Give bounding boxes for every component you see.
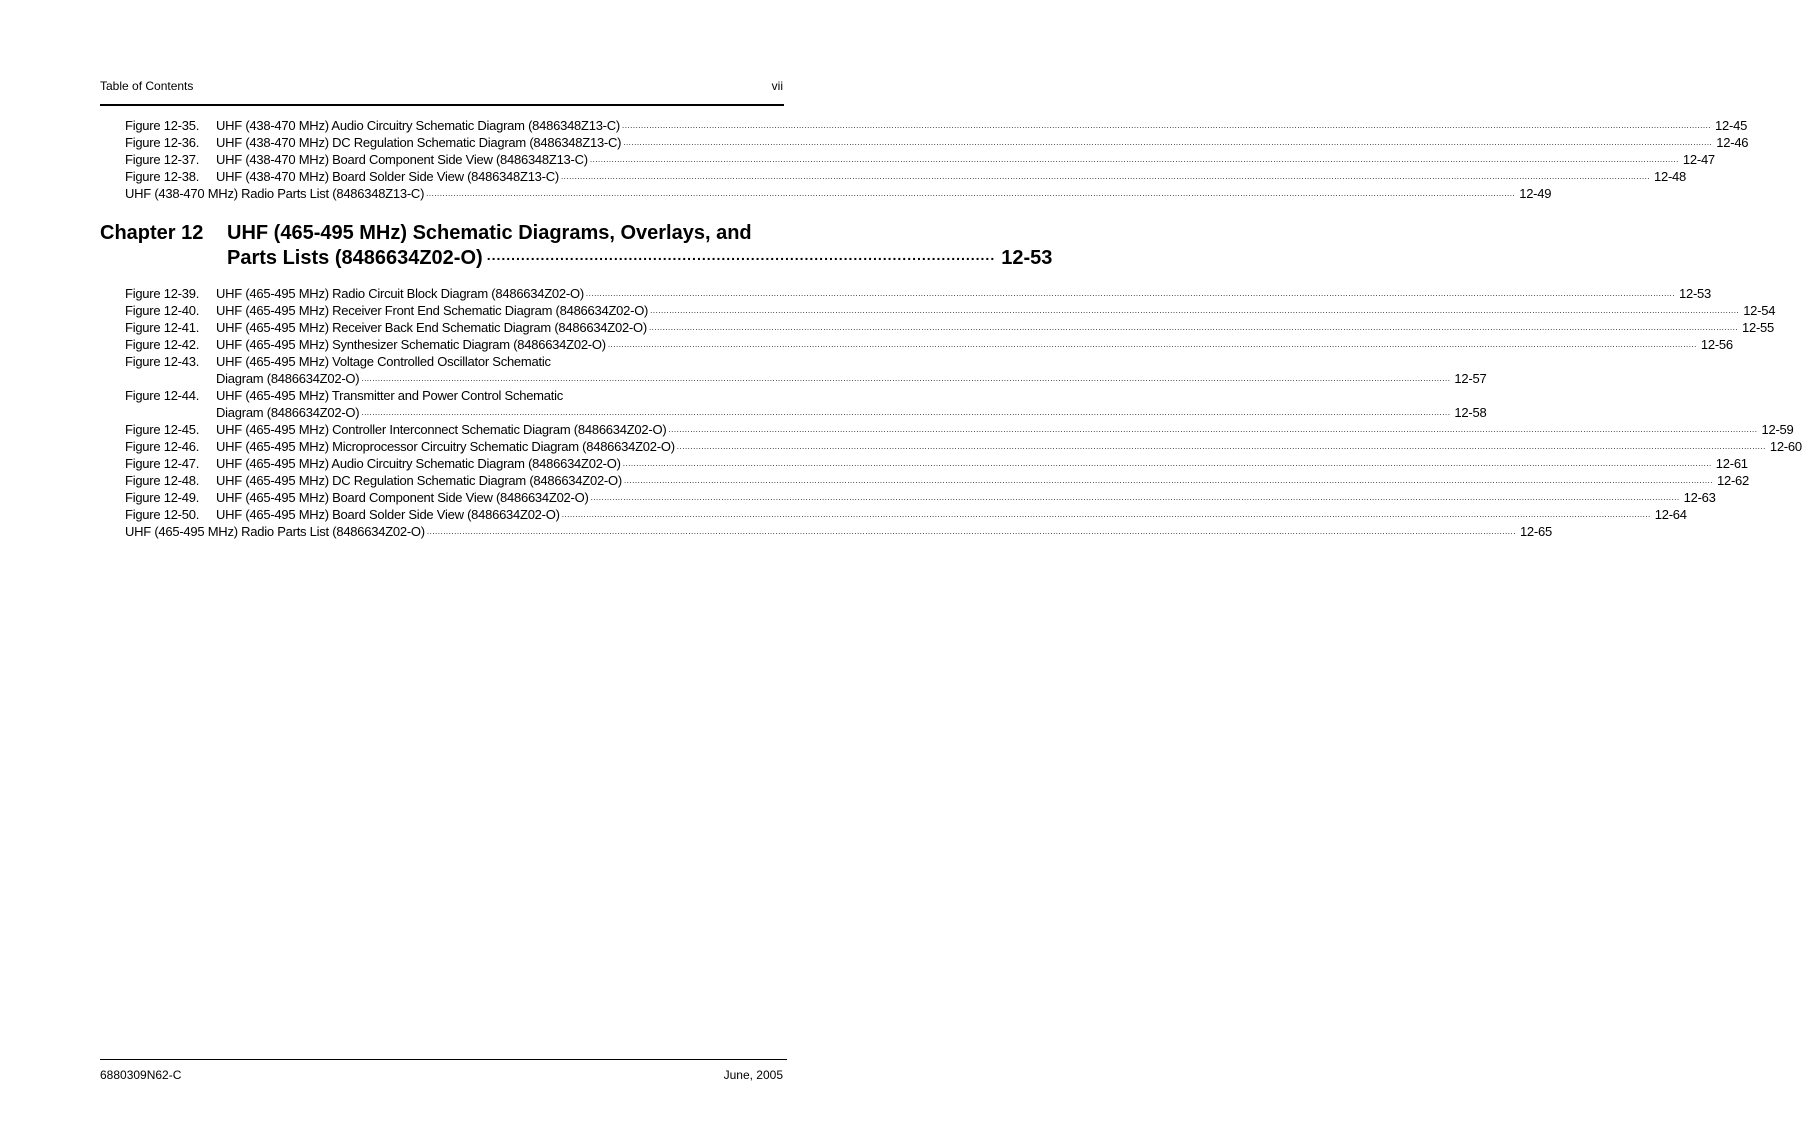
entry-title: UHF (465-495 MHz) Synthesizer Schematic Diagram (8486634Z02-O) <box>216 337 606 352</box>
entry-title: UHF (465-495 MHz) Audio Circuitry Schematic Diagram (8486634Z02-O) <box>216 456 621 471</box>
toc-entry[interactable] <box>125 421 1794 438</box>
leader-dots: ................................................................................................................................................................................................................................................................................................................................................................................................................ <box>623 138 1713 147</box>
figure-number: Figure 12-42. <box>125 337 200 352</box>
footer-rule <box>100 1059 787 1060</box>
figure-number: Figure 12-41. <box>125 320 200 335</box>
leader-dots: ................................................................................................................................................................................................................................................................................................................................................................................................................ <box>561 510 1651 519</box>
chapter-page-number: 12-53 <box>1001 247 1053 269</box>
entry-title: UHF (438-470 MHz) DC Regulation Schematic Diagram (8486348Z13-C) <box>216 135 622 150</box>
chapter-label: Chapter 12 <box>100 222 204 244</box>
page-footer <box>100 1068 783 1084</box>
toc-section-uhf-465-495 <box>125 285 1802 540</box>
toc-entry[interactable] <box>125 455 1748 472</box>
entry-page-number: 12-49 <box>1519 186 1552 201</box>
entry-title: UHF (465-495 MHz) DC Regulation Schematic Diagram (8486634Z02-O) <box>216 473 622 488</box>
entry-title: UHF (465-495 MHz) Microprocessor Circuitry Schematic Diagram (8486634Z02-O) <box>216 439 675 454</box>
toc-entry[interactable] <box>125 438 1802 455</box>
figure-number: Figure 12-35. <box>125 118 200 133</box>
toc-entry[interactable] <box>125 370 1487 387</box>
leader-dots: ................................................................................................................................................................................................................................................................................................................................................................................................................ <box>560 172 1651 181</box>
toc-entry[interactable] <box>125 472 1750 489</box>
toc-section-uhf-438-470 <box>125 117 1749 202</box>
entry-page-number: 12-63 <box>1683 490 1716 505</box>
entry-page-number: 12-59 <box>1761 422 1794 437</box>
entry-title: UHF (438-470 MHz) Board Component Side View (8486348Z13-C) <box>216 152 588 167</box>
entry-page-number: 12-64 <box>1654 507 1687 522</box>
leader-dots: ................................................................................................................................................................................................................................................................................................................................................................................................................ <box>607 340 1697 349</box>
figure-number: Figure 12-40. <box>125 303 200 318</box>
figure-number: Figure 12-39. <box>125 286 200 301</box>
header-rule <box>100 104 784 106</box>
leader-dots: ................................................................................................................................................................................................................................................................................................................................................................................................................ <box>621 121 1712 130</box>
entry-title: UHF (465-495 MHz) Receiver Back End Schematic Diagram (8486634Z02-O) <box>216 320 647 335</box>
figure-number: Figure 12-47. <box>125 456 200 471</box>
leader-dots: ................................................................................................................................................................................................................................................................................................................................................................................................................ <box>585 289 1675 298</box>
chapter-title-line2: Parts Lists (8486634Z02-O) <box>227 247 483 269</box>
entry-page-number: 12-60 <box>1769 439 1802 454</box>
leader-dots: ................................................................................................................................................................................................................................................................................................................................................................................................................ <box>426 189 1516 198</box>
entry-page-number: 12-45 <box>1715 118 1748 133</box>
figure-number: Figure 12-43. <box>125 354 200 369</box>
leader-dots: ................................................................................................................................................................................................................................................................................................................................................................................................................ <box>426 527 1516 536</box>
toc-entry[interactable] <box>125 353 782 370</box>
leader-dots: ................................................................................................................................................................................................................................................................................................................................................................................................................ <box>590 493 1680 502</box>
leader-dots: ................................................................................................................................................................................................................................................................................................................................................................................................................ <box>589 155 1679 164</box>
entry-title: UHF (465-495 MHz) Controller Interconnect Schematic Diagram (8486634Z02-O) <box>216 422 667 437</box>
leader-dots: ........................................................................................................ <box>486 247 996 263</box>
entry-page-number: 12-47 <box>1682 152 1715 167</box>
entry-title: Diagram (8486634Z02-O) <box>216 371 360 386</box>
chapter-title-line1: UHF (465-495 MHz) Schematic Diagrams, Overlays, and <box>227 222 752 244</box>
figure-number: Figure 12-45. <box>125 422 200 437</box>
figure-number: Figure 12-36. <box>125 135 200 150</box>
leader-dots: ................................................................................................................................................................................................................................................................................................................................................................................................................ <box>622 459 1712 468</box>
entry-page-number: 12-61 <box>1715 456 1748 471</box>
leader-dots: ................................................................................................................................................................................................................................................................................................................................................................................................................ <box>650 306 1740 315</box>
entry-page-number: 12-57 <box>1454 371 1487 386</box>
leader-dots: ................................................................................................................................................................................................................................................................................................................................................................................................................ <box>668 425 1758 434</box>
entry-title: UHF (465-495 MHz) Radio Parts List (8486634Z02-O) <box>125 524 425 539</box>
figure-number: Figure 12-50. <box>125 507 200 522</box>
toc-entry[interactable] <box>125 285 1711 302</box>
entry-page-number: 12-55 <box>1742 320 1775 335</box>
figure-number: Figure 12-38. <box>125 169 200 184</box>
figure-number: Figure 12-37. <box>125 152 200 167</box>
entry-title: UHF (465-495 MHz) Receiver Front End Schematic Diagram (8486634Z02-O) <box>216 303 649 318</box>
entry-title: UHF (438-470 MHz) Board Solder Side View (8486348Z13-C) <box>216 169 559 184</box>
entry-page-number: 12-48 <box>1654 169 1687 184</box>
entry-title: UHF (465-495 MHz) Radio Circuit Block Diagram (8486634Z02-O) <box>216 286 584 301</box>
toc-entry[interactable] <box>125 134 1749 151</box>
footer-doc-number: 6880309N62-C <box>100 1068 182 1082</box>
toc-entry[interactable] <box>125 117 1748 134</box>
entry-title: UHF (465-495 MHz) Voltage Controlled Oscillator Schematic <box>216 354 551 369</box>
figure-number: Figure 12-46. <box>125 439 200 454</box>
leader-dots: ................................................................................................................................................................................................................................................................................................................................................................................................................ <box>648 323 1739 332</box>
entry-page-number: 12-62 <box>1717 473 1750 488</box>
leader-dots: ................................................................................................................................................................................................................................................................................................................................................................................................................ <box>676 442 1766 451</box>
entry-page-number: 12-46 <box>1716 135 1749 150</box>
toc-entry[interactable] <box>125 185 1552 202</box>
toc-entry[interactable] <box>125 523 1552 540</box>
figure-number: Figure 12-44. <box>125 388 200 403</box>
entry-page-number: 12-58 <box>1454 405 1487 420</box>
entry-title: UHF (465-495 MHz) Board Component Side View (8486634Z02-O) <box>216 490 589 505</box>
toc-entry[interactable] <box>125 336 1733 353</box>
header-page-number: vii <box>771 79 783 93</box>
header-section-title: Table of Contents <box>100 79 194 93</box>
entry-title: UHF (465-495 MHz) Transmitter and Power Control Schematic <box>216 388 563 403</box>
toc-entry[interactable] <box>125 151 1715 168</box>
leader-dots: ................................................................................................................................................................................................................................................................................................................................................................................................................ <box>623 476 1714 485</box>
entry-page-number: 12-53 <box>1678 286 1711 301</box>
entry-title: UHF (438-470 MHz) Audio Circuitry Schematic Diagram (8486348Z13-C) <box>216 118 620 133</box>
entry-title: UHF (438-470 MHz) Radio Parts List (8486348Z13-C) <box>125 186 425 201</box>
entry-title: UHF (465-495 MHz) Board Solder Side View (8486634Z02-O) <box>216 507 560 522</box>
entry-page-number: 12-65 <box>1519 524 1552 539</box>
toc-entry[interactable] <box>125 168 1687 185</box>
toc-entry[interactable] <box>125 489 1716 506</box>
toc-entry[interactable] <box>125 319 1775 336</box>
footer-date: June, 2005 <box>723 1068 783 1082</box>
entry-page-number: 12-54 <box>1743 303 1776 318</box>
toc-entry[interactable] <box>125 302 1776 319</box>
entry-title: Diagram (8486634Z02-O) <box>216 405 360 420</box>
toc-entry[interactable] <box>125 404 1487 421</box>
page-header <box>100 79 783 95</box>
figure-number: Figure 12-49. <box>125 490 200 505</box>
entry-page-number: 12-56 <box>1700 337 1733 352</box>
leader-dots: ................................................................................................................................................................................................................................................................................................................................................................................................................ <box>361 374 1451 383</box>
figure-number: Figure 12-48. <box>125 473 200 488</box>
toc-entry[interactable] <box>125 387 782 404</box>
leader-dots: ................................................................................................................................................................................................................................................................................................................................................................................................................ <box>361 408 1451 417</box>
toc-entry[interactable] <box>125 506 1687 523</box>
